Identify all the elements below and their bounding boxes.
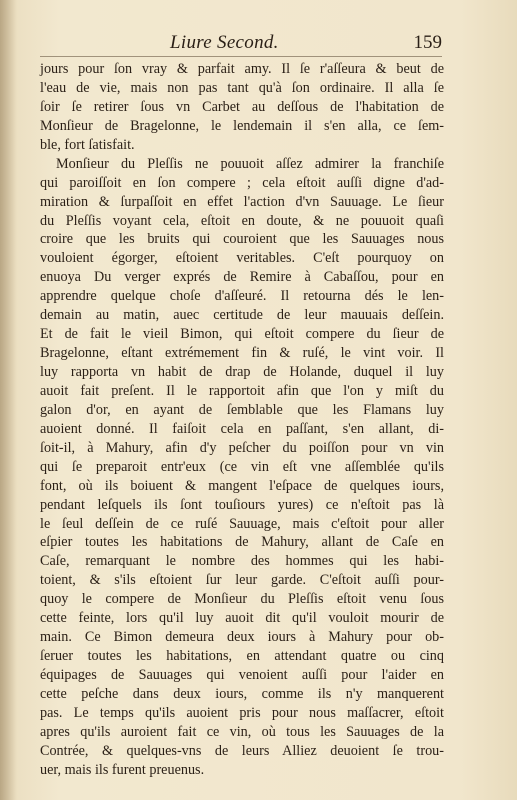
text-line: ble, fort ſatisfait. xyxy=(40,136,135,153)
text-line: jours pour ſon vray & parfait amy. Il ſe r'aſſeura & beut de xyxy=(40,61,444,77)
text-line: Monſieur de Bragelonne, le lendemain il s'en alla, ce ſem- xyxy=(40,117,444,134)
text-line: apprendre quelque choſe d'aſſeuré. Il retourna dés le len- xyxy=(40,288,444,305)
header-rule xyxy=(40,56,442,57)
text-line: quoy le compere de Monſieur du Pleſſis eſtoit venu ſous xyxy=(40,591,444,608)
text-line: cette peſche dans deux iours, comme ils n'y manquerent xyxy=(40,685,444,702)
text-line: l'eau de vie, mais non pas tant qu'à ſon ordinaire. Il alla ſe xyxy=(40,79,444,96)
text-line: qui paroiſſoit en ſon compere ; cela eſtoit auſſi digne d'ad- xyxy=(40,174,444,191)
text-line: miration & ſurpaſſoit en effet l'action d'vn Sauuage. Le ſieur xyxy=(40,193,444,210)
page-number: 159 xyxy=(413,32,442,53)
text-line: équipages de Sauuages qui venoient auſſi pour l'aider en xyxy=(40,667,444,683)
text-line: main. Ce Bimon demeura deux iours à Mahury pour ob- xyxy=(40,629,444,646)
text-line: Et de fait le vieil Bimon, qui eſtoit compere du ſieur de xyxy=(40,326,444,343)
text-line: uer, mais ils furent preuenus. xyxy=(40,761,205,778)
text-line: le ſeul deſſein de ce ruſé Sauuage, mais c'eſtoit pour aller xyxy=(40,515,444,532)
running-head: Liure Second. xyxy=(170,32,279,53)
text-line: du Pleſſis voyant cela, eſtoit en doute, & ne pouuoit quaſi xyxy=(40,212,444,229)
text-line: qui ſe preparoit entr'eux (ce vin eſt vne aſſemblée qu'ils xyxy=(40,458,444,475)
page-header xyxy=(40,32,442,54)
text-line: apres qu'ils auroient fait ce vin, où tous les Sauuages de la xyxy=(40,723,444,740)
text-line: Contrée, & quelques-vns de leurs Alliez deuoient ſe trou- xyxy=(40,742,444,759)
text-line: croire que les bruits qui couroient que les Sauuages nous xyxy=(40,231,444,248)
text-line: vouloient égorger, eſtoient veritables. C'eſt pourquoy on xyxy=(40,250,444,267)
text-line: cette feinte, lors qu'il luy auoit dit qu'il vouloit mourir de xyxy=(40,610,444,627)
text-line: pas. Le temps qu'ils auoient pris pour nous maſſacrer, eſtoit xyxy=(40,704,444,721)
text-line: auoient donné. Il faiſoit cela en paſſant, s'en allant, di- xyxy=(40,420,444,437)
text-line: ſeruer toutes les habitations, en attendant quatre ou cinq xyxy=(40,648,444,665)
text-line: ſoit-il, à Mahury, afin d'y peſcher du poiſſon pour vn vin xyxy=(40,439,444,456)
text-line: enuoya Du verger exprés de Remire à Cabaſſou, pour en xyxy=(40,269,444,286)
page-fold-shadow xyxy=(0,0,16,800)
text-line: luy rapporta vn habit de drap de Holande, duquel il luy xyxy=(40,364,444,380)
text-line: Monſieur du Pleſſis ne pouuoit aſſez admirer la franchiſe xyxy=(56,155,444,172)
paragraph-1 xyxy=(40,60,444,155)
text-line: galon d'or, en ayant de ſemblable que les Flamans luy xyxy=(40,401,444,418)
body-text xyxy=(40,60,444,780)
text-line: toient, & s'ils eſtoient ſur leur garde. C'eſtoit auſſi pour- xyxy=(40,572,444,589)
text-line: eſpier toutes les habitations de Mahury, allant de Caſe en xyxy=(40,534,444,551)
text-line: Bragelonne, eſtant extrémement fin & ruſé, le vint voir. Il xyxy=(40,345,444,362)
text-line: auoit fait preſent. Il le rapportoit afin que l'on y miſt du xyxy=(40,382,444,399)
text-line: pendant leſquels ils ſont touſiours yures) ce n'eſtoit pas là xyxy=(40,496,444,513)
text-line: font, où ils boiuent & mangent l'eſpace de quelques iours, xyxy=(40,477,444,494)
text-line: Caſe, remarquant le nombre des hommes qui les habi- xyxy=(40,553,444,570)
text-line: ſoir ſe retirer ſous vn Carbet au deſſous de l'habitation de xyxy=(40,98,444,115)
text-line: demain au matin, auec certitude de leur mauuais deſſein. xyxy=(40,307,444,324)
paragraph-2 xyxy=(40,155,444,780)
